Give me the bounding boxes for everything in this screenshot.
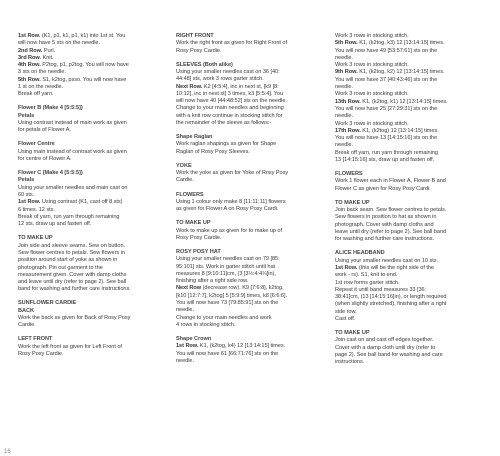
body-text: Work raglan shapings as given for Shape <box>176 141 277 148</box>
instruction-block <box>176 336 322 365</box>
text-line <box>335 345 487 352</box>
text-line <box>176 220 322 227</box>
body-text: Repeat it until band measures 33 [36: <box>335 286 427 293</box>
body-text: Join cast on and cast off edges together. <box>335 337 434 344</box>
instruction-block <box>335 171 487 193</box>
body-text: 13 [14:15:16] sts, draw up and fasten off. <box>335 157 435 164</box>
text-line <box>176 98 322 105</box>
text-line <box>335 309 487 316</box>
text-line <box>18 192 166 199</box>
body-text: S1, k2tog, psso. You will now have <box>40 76 127 83</box>
text-line <box>335 178 487 185</box>
text-line <box>176 163 322 170</box>
body-text: K2 [4:5:4], inc in next st, [k9 [8: <box>202 83 279 90</box>
body-text: will now have 40 [44:48:52] sts on the needle. <box>176 98 287 105</box>
body-text: [k10 [12:7:7], k2tog] 5 [5:9:9] times, k8 [6:6:6]. <box>176 292 287 299</box>
text-line <box>18 279 166 286</box>
section-heading: SLEEVES (Both alike) <box>176 61 233 68</box>
text-line <box>176 336 322 343</box>
body-text: Sew flower centres to petals. Sew flowers in <box>18 249 125 256</box>
body-text: Work 1 flower each in Flower A, Flower B and <box>335 178 446 185</box>
text-line <box>335 113 487 120</box>
body-text: K1, (k2tog) 12 [13:14:15] times. <box>360 127 439 134</box>
text-line <box>18 243 166 250</box>
body-text: Cardie. <box>18 322 36 329</box>
body-text: Work 3 rows in stocking stitch. <box>335 91 409 98</box>
section-heading: ALICE HEADBAND <box>335 250 385 257</box>
body-text: You will now have 37 [40:43:46] sts on the <box>335 76 438 83</box>
body-text: (this will be the right side of the <box>357 265 434 271</box>
text-line <box>176 271 322 278</box>
text-line <box>18 351 166 358</box>
body-text: photograph. Cover with damp cloths and <box>335 221 434 228</box>
text-line <box>335 77 487 84</box>
instruction-block <box>335 250 487 323</box>
text-line <box>18 55 166 62</box>
body-text: Flower C as given for Rosy Posy Cardi. <box>335 185 431 192</box>
body-text: work - rs). S1, knit to end. <box>335 272 398 279</box>
text-line <box>18 214 166 221</box>
text-line <box>18 40 166 47</box>
text-line <box>176 40 322 47</box>
body-text: Rosy Posy Cardie. <box>18 351 64 358</box>
body-text: 95:101] sts. Work in garter stitch until hat <box>176 263 276 270</box>
text-line <box>18 199 166 206</box>
body-text: band for washing and further care instructions. <box>18 286 131 293</box>
instruction-block <box>18 336 166 358</box>
body-text: Using contrast instead of main work as given <box>18 120 127 127</box>
text-line <box>176 307 322 314</box>
instruction-block <box>18 235 166 293</box>
instruction-block <box>335 200 487 244</box>
text-line <box>176 149 322 156</box>
text-line <box>176 285 322 292</box>
text-line <box>18 315 166 322</box>
text-line <box>335 40 487 47</box>
text-line <box>18 156 166 163</box>
body-text: needle. <box>335 54 354 61</box>
text-line <box>335 265 487 272</box>
body-text: with a knit row continue in stocking stitch for <box>176 112 283 119</box>
text-line <box>18 286 166 293</box>
column-3 <box>335 33 487 373</box>
body-text: P2tog, p1, p2tog. You will now have <box>40 62 129 69</box>
section-heading: ROSY POSY HAT <box>176 248 221 255</box>
text-line <box>18 84 166 91</box>
body-text: (decrease row). K9 [7:6:8], k2tog, <box>201 285 284 292</box>
body-text: Using your smaller needles and main cast on <box>18 184 128 191</box>
instruction-block <box>18 105 166 134</box>
text-line <box>335 171 487 178</box>
text-line <box>18 177 166 184</box>
instruction-block <box>176 220 322 242</box>
instruction-block <box>176 192 322 214</box>
text-line <box>176 256 322 263</box>
section-heading: BACK <box>18 307 34 314</box>
body-text: Work 3 rows in stocking stitch. <box>335 33 409 39</box>
body-text: position around start of yoke as shown in <box>18 257 118 264</box>
section-heading: Shape Crown <box>176 335 212 342</box>
text-line <box>18 322 166 329</box>
text-line <box>176 105 322 112</box>
body-text: instructions. <box>335 359 365 366</box>
body-text: (when slightly stretched), finishing after a right <box>335 301 447 308</box>
text-line <box>335 55 487 62</box>
section-heading: Shape Raglan <box>176 134 213 141</box>
row-label: 3rd Row. <box>18 54 42 61</box>
section-heading: TO MAKE UP <box>335 199 370 206</box>
text-line <box>176 91 322 98</box>
instruction-block <box>176 134 322 156</box>
text-line <box>335 236 487 243</box>
body-text: needle. <box>176 357 195 364</box>
body-text: Cardie. <box>176 177 194 184</box>
body-text: You will now have 61 [66:71:76] sts on the <box>176 350 279 357</box>
body-text: K1, (k2tog, k4) 12 [13:14:15] times. <box>198 343 286 350</box>
text-line <box>18 48 166 55</box>
body-text: Purl. <box>42 47 56 54</box>
body-text: Using your smaller needles cast on 79 [85: <box>176 256 280 263</box>
body-text: Work the right front as given for Right Front of <box>176 40 287 47</box>
body-text: 1 st on the needle. <box>18 84 64 91</box>
text-line <box>335 222 487 229</box>
body-text: Break off yarn. <box>18 91 54 98</box>
page-number: 16 <box>4 449 11 455</box>
body-text: Sew flowers in position to hat as shown in <box>335 214 437 221</box>
body-text: You will now have 25 [27:29:31] sts on the <box>335 105 438 112</box>
text-line <box>176 134 322 141</box>
text-line <box>18 62 166 69</box>
body-text: 4 rows in stocking stitch. <box>176 321 236 328</box>
text-line <box>18 207 166 214</box>
body-text: Work 3 rows in stocking stitch. <box>335 62 409 69</box>
body-text: for washing and further care instructions. <box>335 236 434 243</box>
text-line <box>335 316 487 323</box>
row-label: Next Row <box>176 285 202 292</box>
text-line <box>335 258 487 265</box>
body-text: Break of yarn, run yarn through remaining <box>18 213 120 220</box>
text-line <box>335 142 487 149</box>
body-text: You will now have 49 [53:57:61] sts on the <box>335 47 438 54</box>
text-line <box>18 141 166 148</box>
text-line <box>18 344 166 351</box>
row-label: 1st Row. <box>18 199 41 206</box>
text-line <box>18 33 166 40</box>
text-line <box>335 301 487 308</box>
text-line <box>176 343 322 350</box>
text-line <box>335 280 487 287</box>
body-text: K1, (k2tog, k1) 12 [13:14:15] times. <box>360 98 448 105</box>
text-line <box>18 300 166 307</box>
body-text: finishing after a right side row. <box>176 278 249 285</box>
text-line <box>176 206 322 213</box>
instruction-block <box>18 170 166 228</box>
body-text: Change to your main needles and work <box>176 314 272 321</box>
body-text: 44:48] sts, work 3 rows garter stitch. <box>176 76 264 83</box>
text-line <box>18 127 166 134</box>
text-line <box>176 84 322 91</box>
text-line <box>335 135 487 142</box>
text-line <box>335 48 487 55</box>
body-text: will now have 5 sts on the needle. <box>18 40 100 47</box>
row-label: 13th Row. <box>335 98 361 105</box>
body-text: 12 sts, draw up and fasten off. <box>18 221 92 228</box>
text-line <box>176 278 322 285</box>
text-line <box>176 300 322 307</box>
body-text: Using your smaller needles cast on 10 sts. <box>335 257 438 264</box>
row-label: 5th Row. <box>18 76 41 83</box>
body-text: side row. <box>335 308 357 315</box>
row-label: Next Row. <box>176 83 203 90</box>
text-line <box>176 33 322 40</box>
instruction-block <box>18 33 166 99</box>
text-line <box>335 214 487 221</box>
body-text: (K1, p1, k1, p1, k1) into 1st st. You <box>40 33 126 39</box>
body-text: Work 3 rows in stocking stitch. <box>335 120 409 127</box>
body-text: for petals of Flower A. <box>18 127 71 134</box>
text-line <box>335 207 487 214</box>
body-text: 3 sts on the needle. <box>18 69 66 76</box>
body-text: You will now have 73 [79:85:91] sts on the <box>176 299 279 306</box>
body-text: needle. <box>335 113 354 120</box>
body-text: and leave until dry (refer to page 2). See ball <box>18 279 127 286</box>
text-line <box>176 120 322 127</box>
body-text: Raglan of Rosy Posy Sleeves. <box>176 148 250 155</box>
section-heading: TO MAKE UP <box>18 235 53 242</box>
section-heading: Petals <box>18 112 35 119</box>
text-line <box>335 359 487 366</box>
instruction-block <box>335 330 487 366</box>
text-line <box>18 113 166 120</box>
section-heading: FLOWERS <box>335 171 363 178</box>
body-text: 38:41]cm, (13 [14:15:16]in), or length required <box>335 294 447 301</box>
text-line <box>18 91 166 98</box>
row-label: 5th Row. <box>335 40 358 47</box>
text-line <box>176 141 322 148</box>
text-line <box>335 337 487 344</box>
text-line <box>335 69 487 76</box>
text-line <box>176 69 322 76</box>
text-line <box>176 228 322 235</box>
text-line <box>18 250 166 257</box>
text-line <box>18 308 166 315</box>
body-text: Work to make up as given for to make up of <box>176 227 282 234</box>
text-line <box>176 322 322 329</box>
body-text: photograph. Pin out garment to the <box>18 264 103 271</box>
body-text: needle. <box>335 84 354 91</box>
column-1 <box>18 33 166 365</box>
body-text: page 2). See ball band for washing and care <box>335 352 443 359</box>
body-text: needle. <box>335 142 354 149</box>
section-heading: FLOWERS <box>176 191 204 198</box>
body-text: as given for Flower A on Rosy Posy Cardi. <box>176 206 279 213</box>
body-text: measures 8 [9:10:11]cm, (3 [3½:4:4¼]in), <box>176 270 276 277</box>
text-line <box>18 235 166 242</box>
body-text: Work the yoke as given for Yoke of Rosy Posy <box>176 170 289 177</box>
text-line <box>335 287 487 294</box>
text-line <box>176 264 322 271</box>
body-text: Rosy Posy Cardie. <box>176 234 222 241</box>
text-line <box>18 69 166 76</box>
body-text: 6 times. 12 sts. <box>18 206 55 213</box>
text-line <box>335 91 487 98</box>
text-line <box>335 121 487 128</box>
instruction-block <box>18 300 166 329</box>
body-text: Using 1 colour only make 8 [11:11:11] flowers <box>176 198 286 205</box>
text-line <box>335 200 487 207</box>
section-heading: RIGHT FRONT <box>176 33 214 39</box>
body-text: You will now have 13 [14:15:16] sts on the <box>335 135 438 142</box>
row-label: 4th Row. <box>18 62 41 69</box>
column-2 <box>176 33 322 372</box>
body-text: measurement given. Cover with damp cloths <box>18 271 127 278</box>
text-line <box>176 358 322 365</box>
section-heading: Flower Centre <box>18 141 55 148</box>
text-line <box>335 250 487 257</box>
text-line <box>18 105 166 112</box>
row-label: 1st Row. <box>335 265 358 271</box>
body-text: Work the back as given for Back of Rosy Posy <box>18 315 131 322</box>
text-line <box>176 249 322 256</box>
text-line <box>335 84 487 91</box>
text-line <box>18 120 166 127</box>
text-line <box>176 235 322 242</box>
row-label: 17th Row. <box>335 127 361 134</box>
body-text: Cover with a damp cloth until dry (refer to <box>335 344 436 351</box>
text-line <box>335 229 487 236</box>
text-line <box>335 186 487 193</box>
row-label: 2nd Row. <box>18 47 43 54</box>
text-line <box>335 99 487 106</box>
text-line <box>18 336 166 343</box>
text-line <box>18 149 166 156</box>
text-line <box>18 185 166 192</box>
body-text: Using main instead of contrast work as given <box>18 148 127 155</box>
row-label: 1st Row. <box>18 33 41 39</box>
text-line <box>335 33 487 40</box>
text-line <box>335 272 487 279</box>
body-text: leave until dry (refer to page 2). See ball band <box>335 229 447 236</box>
text-line <box>18 272 166 279</box>
text-line <box>335 330 487 337</box>
text-line <box>18 170 166 177</box>
body-text: Rosy Posy Cardie. <box>176 47 222 54</box>
body-text: Knit. <box>41 54 54 61</box>
text-line <box>18 221 166 228</box>
body-text: Join back seam. Sew flower centres to petals. <box>335 207 447 214</box>
body-text: K1, (k2tog, k3) 12 [13:14:15] times. <box>357 40 445 47</box>
instruction-block <box>176 62 322 128</box>
text-line <box>176 315 322 322</box>
body-text: Join side and sleeve seams. Sew on button. <box>18 242 126 249</box>
text-line <box>335 106 487 113</box>
text-line <box>335 157 487 164</box>
text-line <box>176 62 322 69</box>
text-line <box>176 113 322 120</box>
text-line <box>176 48 322 55</box>
instruction-block <box>176 249 322 329</box>
instruction-block <box>335 33 487 164</box>
body-text: the remainder of the sleeve as follows:- <box>176 120 272 127</box>
text-line <box>335 294 487 301</box>
body-text: 10:12], inc in next st] 3 times, k3 [5:5:4]. You <box>176 90 284 97</box>
text-line <box>335 352 487 359</box>
instruction-block <box>18 141 166 163</box>
text-line <box>176 199 322 206</box>
section-heading: Flower B (Make 4 [5:5:5]) <box>18 105 83 112</box>
text-line <box>18 77 166 84</box>
body-text: K1, (k2tog, k2) 12 [13:14:15] times. <box>357 69 445 76</box>
text-line <box>335 62 487 69</box>
section-heading: LEFT FRONT <box>18 336 53 343</box>
section-heading: YOKE <box>176 162 192 169</box>
body-text: Work the left front as given for Left Front of <box>18 343 122 350</box>
section-heading: SUNFLOWER CARDIE <box>18 300 77 307</box>
row-label: 1st Row. <box>176 343 199 350</box>
text-line <box>176 293 322 300</box>
body-text: Change to your main needles and beginning <box>176 105 284 112</box>
instruction-block <box>176 163 322 185</box>
text-line <box>176 170 322 177</box>
section-heading: TO MAKE UP <box>176 220 211 227</box>
body-text: 60 sts. <box>18 192 35 199</box>
body-text: for centre of Flower A. <box>18 156 72 163</box>
text-line <box>335 150 487 157</box>
body-text: Using your smaller needles cast on 36 [40: <box>176 68 280 75</box>
text-line <box>176 177 322 184</box>
body-text: needle. <box>176 307 195 314</box>
text-line <box>335 128 487 135</box>
section-heading: TO MAKE UP <box>335 330 370 337</box>
body-text: Using contrast (K1, cast off 8 sts) <box>40 199 123 206</box>
section-heading: Petals <box>18 177 35 184</box>
text-line <box>176 351 322 358</box>
text-line <box>176 76 322 83</box>
text-line <box>18 265 166 272</box>
body-text: 1st row forms garter stitch. <box>335 279 400 286</box>
instruction-block <box>176 33 322 55</box>
text-line <box>18 257 166 264</box>
text-line <box>176 192 322 199</box>
body-text: Break off yarn, run yarn through remaining <box>335 149 438 156</box>
body-text: Cast off. <box>335 316 356 323</box>
section-heading: Flower C (Make 4 [5:5:5]) <box>18 170 83 177</box>
row-label: 9th Row. <box>335 69 358 76</box>
